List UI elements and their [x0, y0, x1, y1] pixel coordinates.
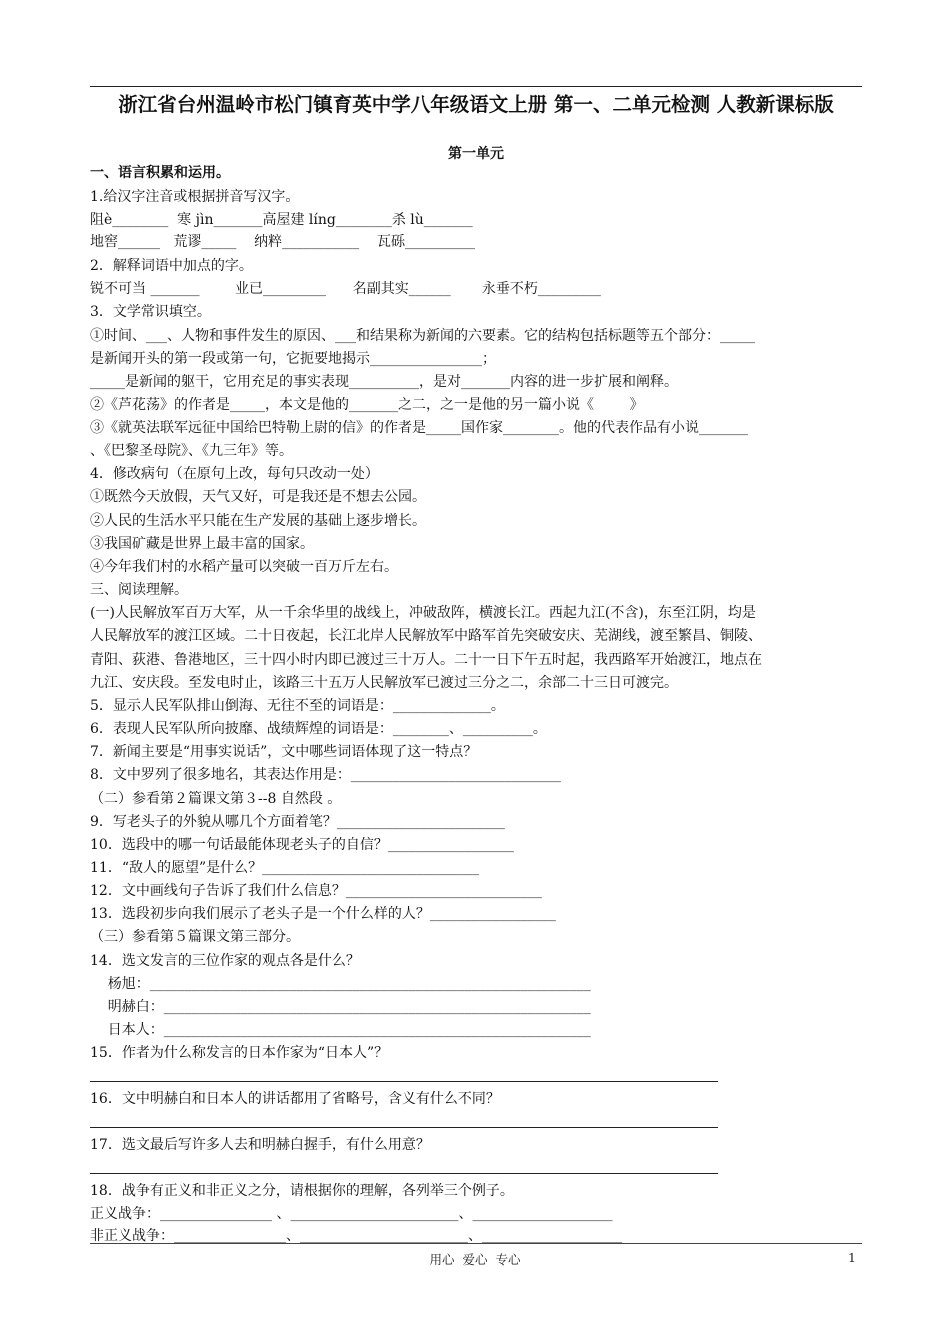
question-line: 12．文中画线句子告诉了我们什么信息？____________________________ — [90, 883, 542, 899]
question-line: 17．选文最后写许多人去和明赫白握手，有什么用意？ — [90, 1137, 430, 1153]
question-line: 是新闻开头的第一段或第一句，它扼要地揭示________________； — [90, 351, 496, 367]
answer-rule — [90, 1081, 718, 1082]
answer-rule — [90, 1173, 718, 1174]
question-line: ③《就英法联军远征中国给巴特勒上尉的信》的作者是_____国作家________。他的代表作品有小说_______ — [90, 420, 748, 436]
document-title: 浙江省台州温岭市松门镇育英中学八年级语文上册 第一、二单元检测 人教新课标版 — [118, 93, 834, 116]
question-line: （二）参看第２篇课文第３--8 自然段 。 — [90, 791, 342, 807]
passage-line: 青阳、荻港、鲁港地区，三十四小时内即已渡过三十万人。二十一日下午五时起，我西路军开始渡江，地点在 — [90, 652, 762, 668]
section-heading: 一、语言积累和运用。 — [90, 165, 230, 181]
question-line: 9．写老头子的外貌从哪几个方面着笔？________________________ — [90, 814, 505, 830]
question-line: 地窖______ 荒谬_____ 纳粹___________ 瓦砾__________ — [90, 234, 475, 250]
question-line: 明赫白：_____________________________________________________________ — [90, 999, 591, 1015]
question-line: ③我国矿藏是世界上最丰富的国家。 — [90, 536, 314, 552]
question-line: 5．显示人民军队排山倒海、无往不至的词语是：______________。 — [90, 698, 505, 714]
question-line: ①既然今天放假，天气又好，可是我还是不想去公园。 — [90, 489, 426, 505]
question-line: _____是新闻的躯干，它用充足的事实表现__________，是对_______内容的进一步扩展和阐释。 — [90, 374, 678, 390]
section-heading: 三、阅读理解。 — [90, 582, 188, 598]
top-rule — [90, 86, 862, 87]
question-line: （三）参看第５篇课文第三部分。 — [90, 929, 300, 945]
passage-line: (一)人民解放军百万大军，从一千余华里的战线上，冲破敌阵，横渡长江。西起九江(不含)，东至江阴，均是 — [90, 605, 756, 621]
question-line: 锐不可当 _______ 业已_________ 名副其实______ 永垂不朽_________ — [90, 281, 601, 297]
question-line: 8．文中罗列了很多地名，其表达作用是：______________________________ — [90, 767, 561, 783]
unit-heading: 第一单元 — [448, 146, 504, 162]
footer-rule — [90, 1243, 862, 1244]
question-line: 非正义战争：________________、________________________、____________________ — [90, 1228, 622, 1244]
question-line: ④今年我们村的水稻产量可以突破一百万斤左右。 — [90, 559, 398, 575]
question-line: 2．解释词语中加点的字。 — [90, 258, 253, 274]
question-line: ②人民的生活水平只能在生产发展的基础上逐步增长。 — [90, 513, 426, 529]
question-line: 14．选文发言的三位作家的观点各是什么？ — [90, 953, 360, 969]
question-line: 杨旭：_______________________________________________________________ — [90, 976, 591, 992]
passage-line: 九江、安庆段。至发电时止，该路三十五万人民解放军已渡过三分之二，余部二十三日可渡完。 — [90, 675, 678, 691]
question-line: 日本人：_____________________________________________________________ — [90, 1022, 591, 1038]
question-line: 4．修改病句（在原句上改，每句只改动一处） — [90, 466, 379, 482]
page-number: 1 — [848, 1250, 856, 1265]
question-line: 3．文学常识填空。 — [90, 304, 211, 320]
question-line: 10．选段中的哪一句话最能体现老头子的自信？__________________ — [90, 837, 514, 853]
question-line: 13．选段初步向我们展示了老头子是一个什么样的人？__________________ — [90, 906, 556, 922]
question-line: 正义战争：________________ 、________________________、____________________ — [90, 1206, 613, 1222]
question-line: 15．作者为什么称发言的日本作家为“日本人”？ — [90, 1045, 389, 1061]
question-line: 1.给汉字注音或根据拼音写汉字。 — [90, 189, 300, 205]
question-line: 阻è________ 寒 jìn_______高屋建 líng________杀 lù_______ — [90, 212, 473, 228]
question-line: ②《芦花荡》的作者是_____，本文是他的_______之二，之一是他的另一篇小说《 》 — [90, 397, 644, 413]
footer-text: 用心 爱心 专心 — [429, 1252, 521, 1267]
question-line: ①时间、___、人物和事件发生的原因、___和结果称为新闻的六要素。它的结构包括标题等五个部分：_____ — [90, 328, 755, 344]
passage-line: 人民解放军的渡江区域。二十日夜起，长江北岸人民解放军中路军首先突破安庆、芜湖线，渡至繁昌、铜陵、 — [90, 628, 762, 644]
question-line: 7．新闻主要是“用事实说话”，文中哪些词语体现了这一特点？ — [90, 744, 478, 760]
question-line: 18．战争有正义和非正义之分，请根据你的理解，各列举三个例子。 — [90, 1183, 514, 1199]
question-line: 11．“敌人的愿望”是什么？_______________________________ — [90, 860, 480, 876]
answer-rule — [90, 1127, 718, 1128]
question-line: 6．表现人民军队所向披靡、战绩辉煌的词语是：________、__________。 — [90, 721, 547, 737]
question-line: 、《巴黎圣母院》、《九三年》等。 — [90, 443, 293, 459]
question-line: 16．文中明赫白和日本人的讲话都用了省略号，含义有什么不同？ — [90, 1091, 500, 1107]
